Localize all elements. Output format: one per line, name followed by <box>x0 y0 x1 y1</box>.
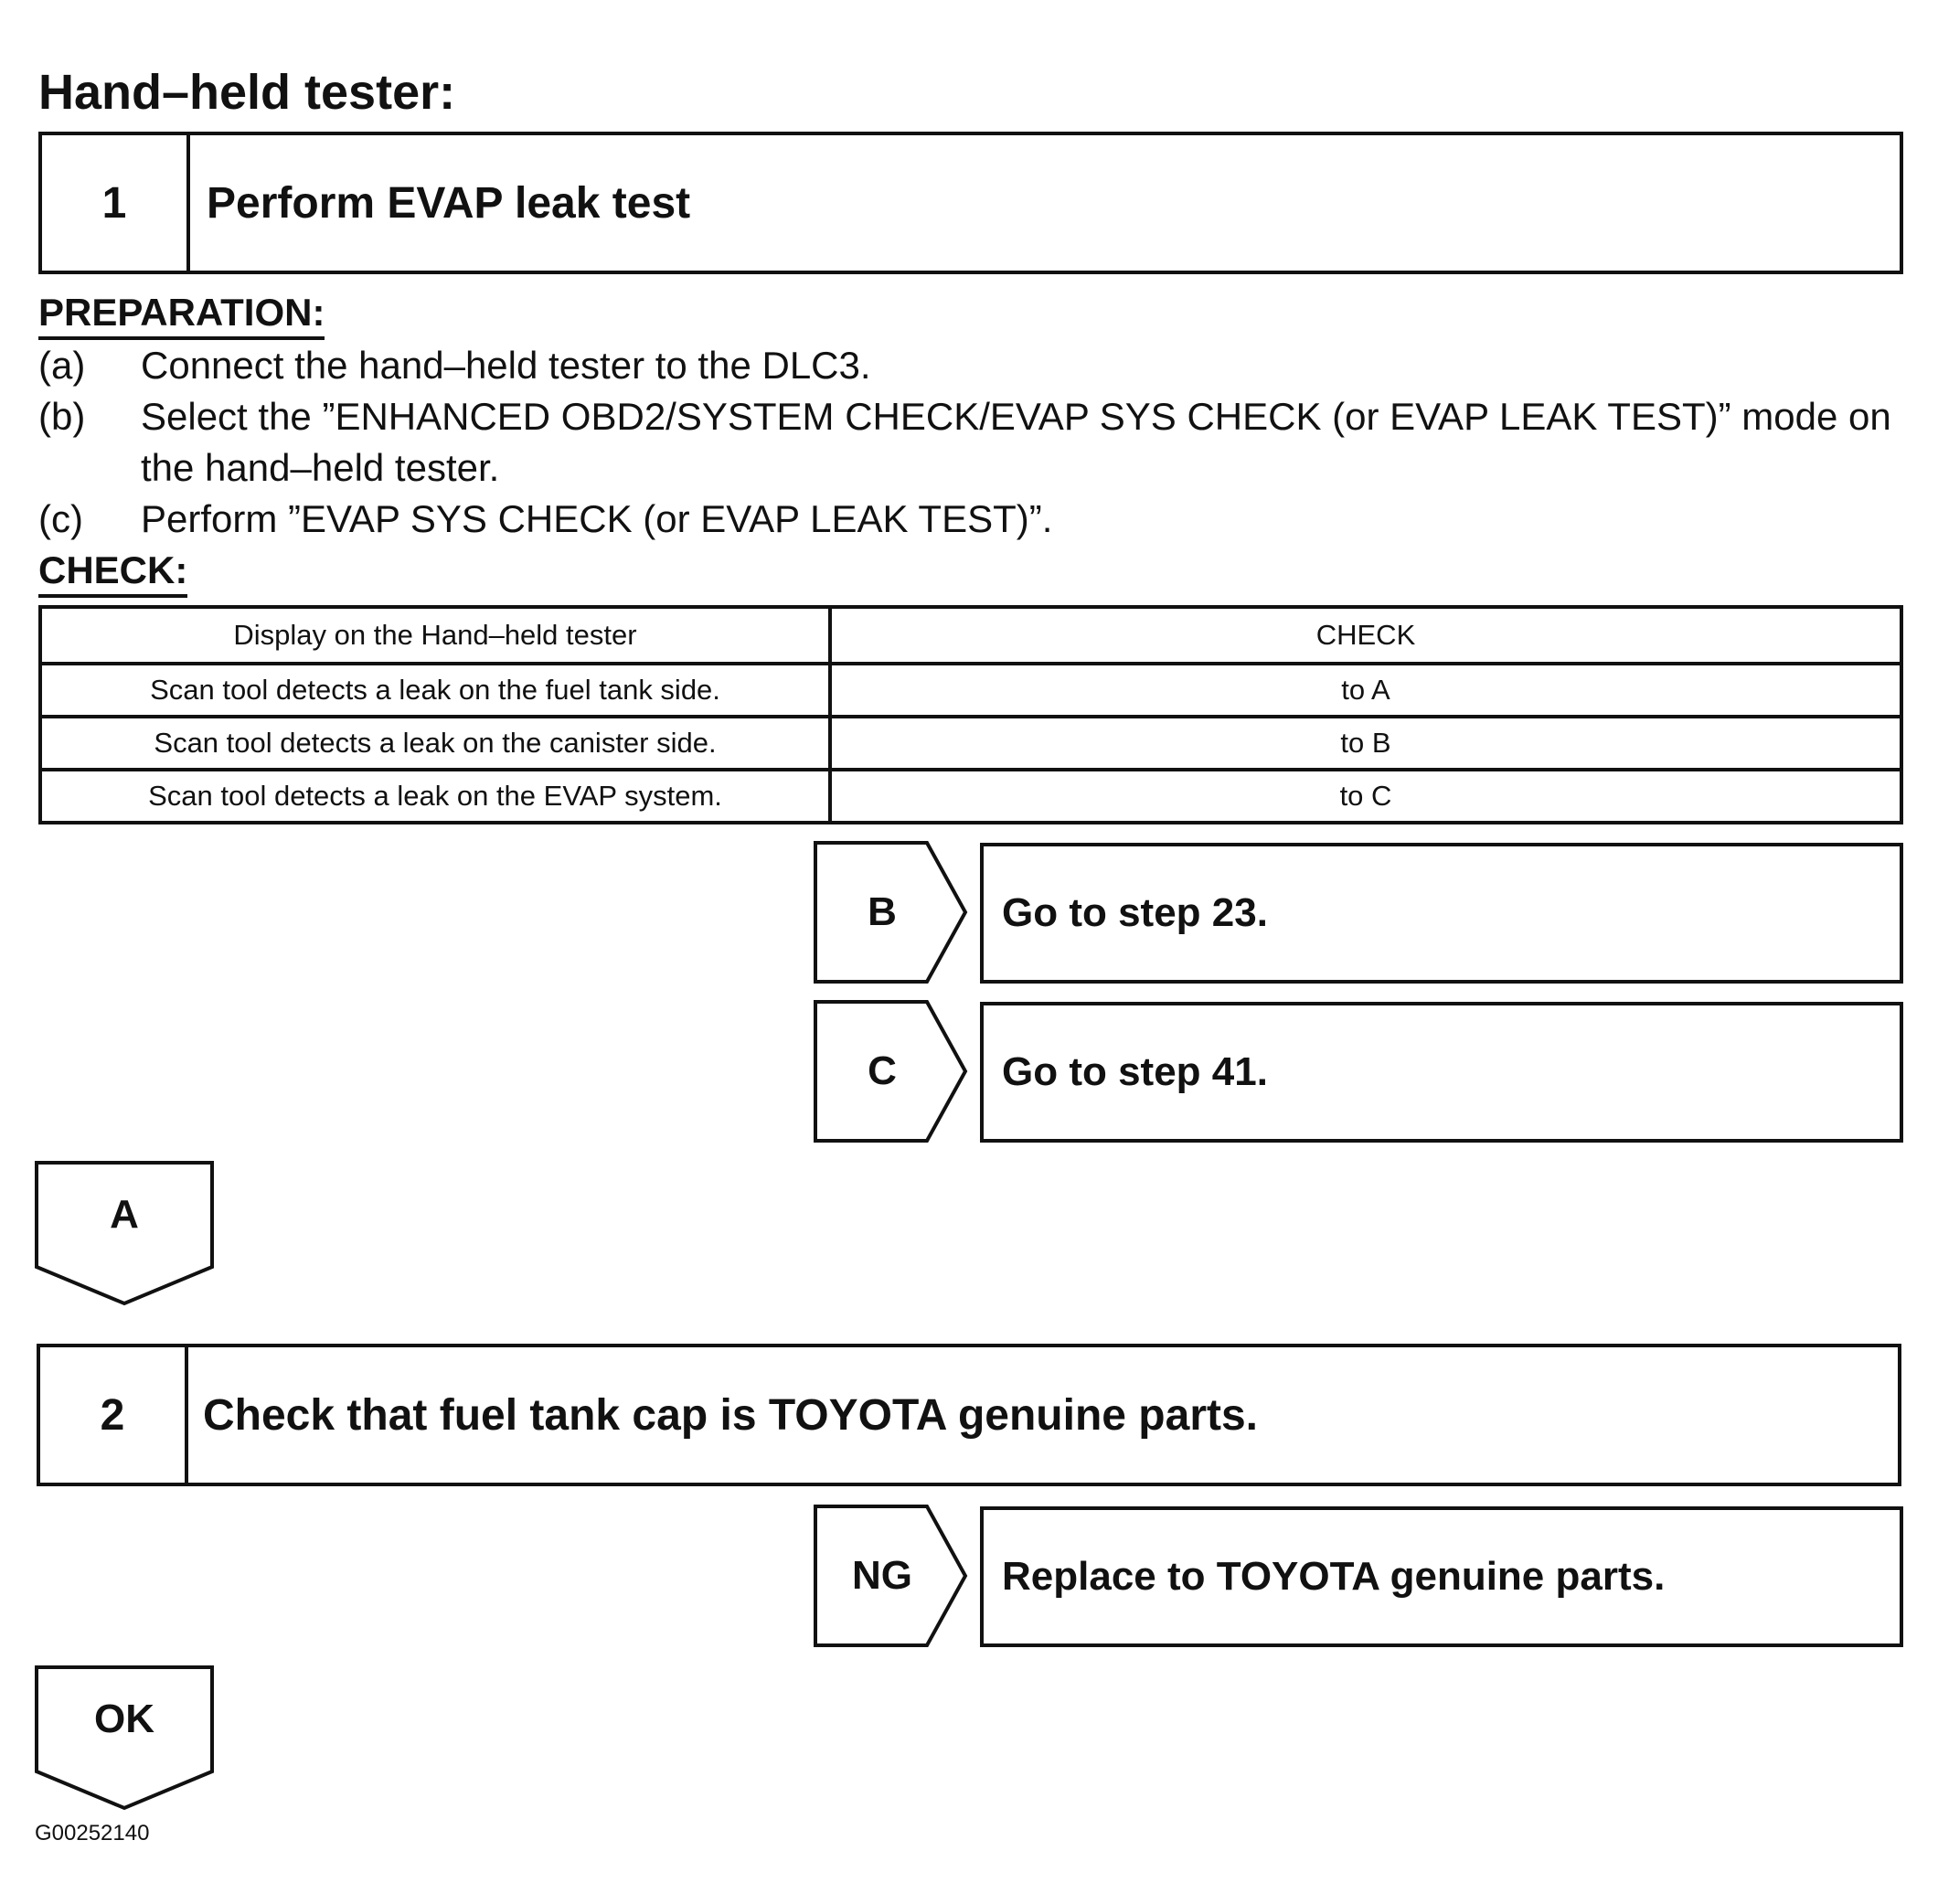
branch-tab-label: NG <box>852 1553 912 1598</box>
item-mark: (c) <box>38 497 83 540</box>
flow-tab-label: OK <box>94 1697 154 1741</box>
item-text: Connect the hand–held tester to the DLC3. <box>141 344 871 387</box>
item-text: Perform ”EVAP SYS CHECK (or EVAP LEAK TEST)”. <box>141 497 1053 540</box>
flow-ok-tab <box>35 1665 214 1812</box>
step-2-box <box>37 1344 1901 1486</box>
branch-ng-tab <box>814 1505 969 1647</box>
table-row <box>40 664 1901 717</box>
branch-b-result: Go to step 23. <box>980 843 1903 984</box>
item-mark: (a) <box>38 344 86 387</box>
item-mark: (b) <box>38 395 86 438</box>
branch-c-result: Go to step 41. <box>980 1002 1903 1143</box>
step-title: Check that fuel tank cap is TOYOTA genuine parts. <box>203 1390 1259 1440</box>
table-cell: Scan tool detects a leak on the EVAP system. <box>40 770 830 823</box>
preparation-item <box>38 494 1922 545</box>
figure-code: G00252140 <box>35 1821 150 1845</box>
check-label: CHECK: <box>38 548 187 598</box>
branch-tab-label: C <box>868 1048 897 1093</box>
page-heading: Hand–held tester: <box>38 65 456 120</box>
step-number: 2 <box>40 1347 188 1483</box>
table-cell: Scan tool detects a leak on the fuel tank side. <box>40 664 830 717</box>
branch-ng-result: Replace to TOYOTA genuine parts. <box>980 1506 1903 1647</box>
step-number: 1 <box>42 135 190 271</box>
step-title: Perform EVAP leak test <box>207 178 691 228</box>
branch-c-tab <box>814 1000 969 1143</box>
table-cell: to C <box>830 770 1901 823</box>
step-1-box <box>38 132 1903 274</box>
branch-b-tab <box>814 841 969 984</box>
column-header: CHECK <box>830 607 1901 664</box>
preparation-label: PREPARATION: <box>38 291 325 340</box>
item-text: Select the ”ENHANCED OBD2/SYSTEM CHECK/EVAP SYS CHECK (or EVAP LEAK TEST)” mode on the hand–held tester. <box>141 395 1891 489</box>
table-cell: Scan tool detects a leak on the canister side. <box>40 717 830 770</box>
table-cell: to A <box>830 664 1901 717</box>
table-header-row <box>40 607 1901 664</box>
check-table <box>38 605 1903 824</box>
table-row <box>40 770 1901 823</box>
column-header: Display on the Hand–held tester <box>40 607 830 664</box>
preparation-list <box>38 340 1922 545</box>
flow-tab-label: A <box>110 1192 139 1237</box>
preparation-item <box>38 391 1922 494</box>
preparation-item <box>38 340 1922 391</box>
table-cell: to B <box>830 717 1901 770</box>
table-row <box>40 717 1901 770</box>
branch-tab-label: B <box>868 889 897 934</box>
flow-a-tab <box>35 1161 214 1307</box>
